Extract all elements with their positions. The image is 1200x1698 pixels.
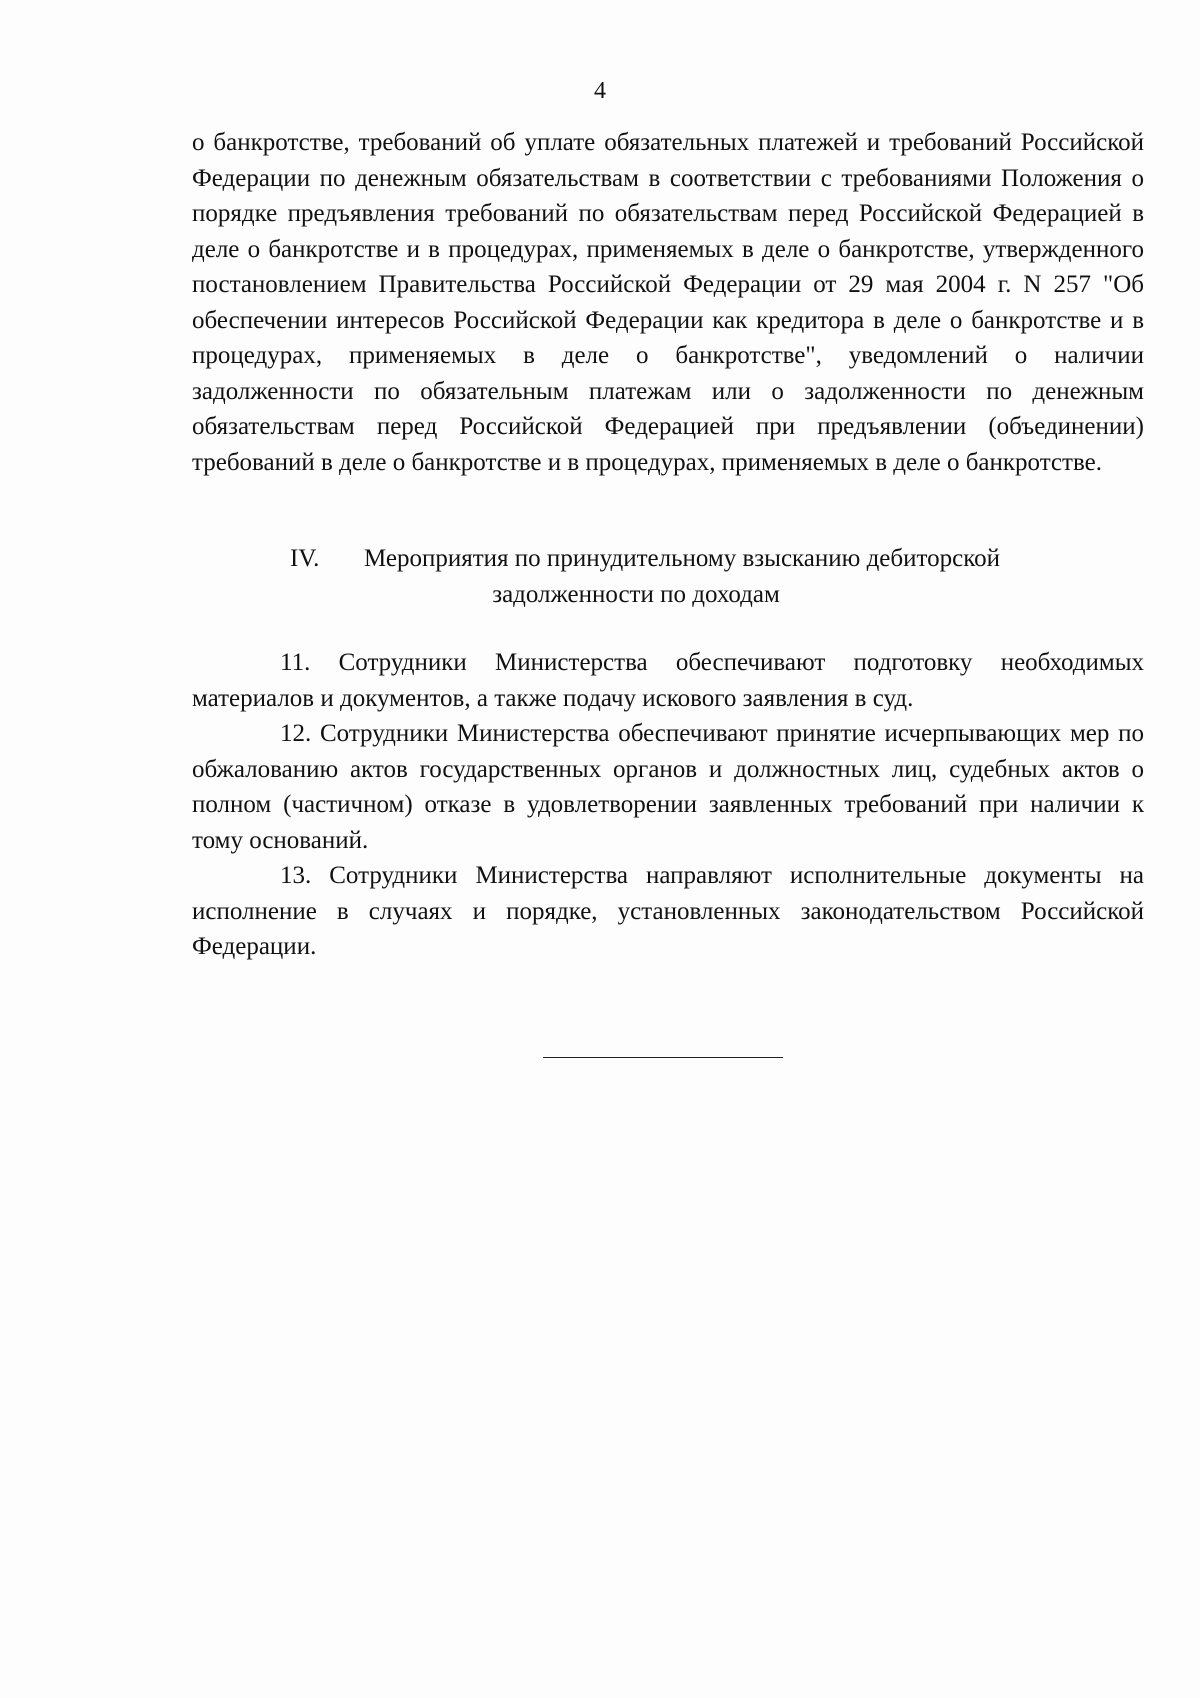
numbered-item-11: 11. Сотрудники Министерства обеспечивают подготовку необходимых материалов и документов, а также подачу искового заявления в суд. [192, 649, 1144, 712]
body-paragraph-block [192, 125, 1144, 480]
section-title-line2: задолженности по доходам [492, 581, 780, 608]
numbered-items [192, 645, 1144, 965]
body-paragraph: о банкротстве, требований об уплате обязательных платежей и требований Российской Федерации по денежным обязательствам в соответствии с требованиями Положения о порядке предъявления требований по обязательствам перед Российской Федерацией в деле о банкротстве и в процедурах, применяемых в деле о банкротстве, утвержденного постановлением Правительства Российской Федерации от 29 мая 2004 г. N 257 "Об обеспечении интересов Российской Федерации как кредитора в деле о банкротстве и в процедурах, применяемых в деле о банкротстве", уведомлений о наличии задолженности по обязательным платежам или о задолженности по денежным обязательствам перед Российской Федерацией при предъявлении (объединении) требований в деле о банкротстве и в процедурах, применяемых в деле о банкротстве. [192, 129, 1144, 476]
numbered-item-13: 13. Сотрудники Министерства направляют исполнительные документы на исполнение в случаях и порядке, установленных законодательством Российской Федерации. [192, 862, 1144, 960]
numbered-item-12: 12. Сотрудники Министерства обеспечивают принятие исчерпывающих мер по обжалованию актов государственных органов и должностных лиц, судебных актов о полном (частичном) отказе в удовлетворении заявленных требований при наличии к тому оснований. [192, 720, 1144, 854]
section-title-line1: Мероприятия по принудительному взысканию дебиторской [364, 545, 1000, 572]
page-number: 4 [594, 78, 606, 104]
end-divider-line [543, 1057, 783, 1058]
section-number: IV. [290, 545, 320, 572]
section-heading-line1 [290, 541, 1000, 577]
